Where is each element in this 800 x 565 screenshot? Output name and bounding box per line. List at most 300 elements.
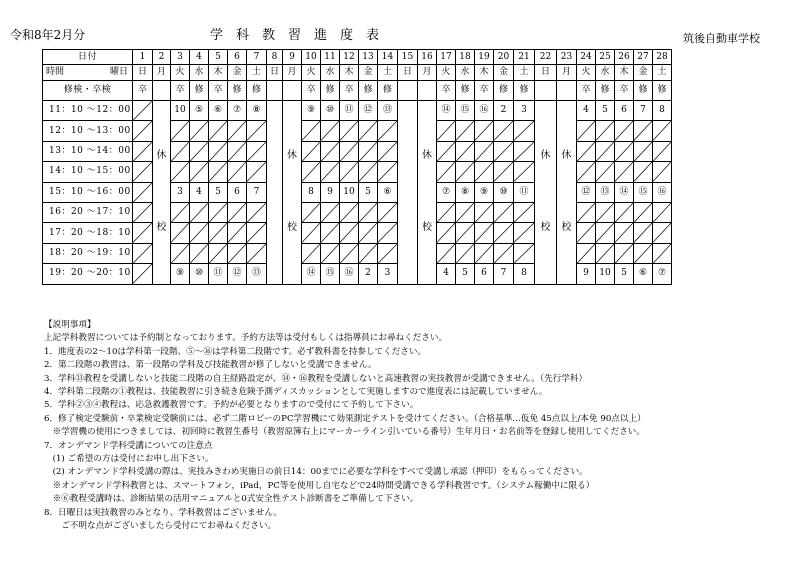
- time-row: [43, 243, 672, 263]
- schedule-cell: [171, 243, 190, 263]
- schedule-cell: [247, 264, 267, 284]
- exam-type-cell: [398, 81, 418, 101]
- time-row: [43, 141, 672, 161]
- slash-mark: [247, 142, 266, 161]
- time-label: 17：20 ～18：10: [43, 223, 133, 243]
- lesson-number: 7: [640, 105, 646, 116]
- lesson-number: ⑨: [306, 105, 316, 116]
- schedule-cell: [475, 223, 494, 243]
- note-line: 3．学科⑬教程を受講しないと技能二段階の自主経路設定が、⑭・⑯教程を受講しないと高速教習の実技教習が受講できません。（先行学科）: [44, 373, 588, 384]
- schedule-cell: [596, 101, 615, 121]
- schedule-cell: [247, 182, 267, 202]
- exam-type-cell: [153, 81, 171, 101]
- day-number: 15: [398, 50, 418, 65]
- schedule-cell: [228, 182, 247, 202]
- slash-mark: [321, 162, 339, 181]
- day-number: 24: [577, 50, 596, 65]
- note-line: 1．進度表の2～10は学科第一段階、⑤～⑯は学科第二段階です。必ず教科書を持参してください。: [44, 346, 427, 357]
- day-number: 10: [302, 50, 321, 65]
- day-number: 6: [228, 50, 247, 65]
- schedule-cell: [171, 223, 190, 243]
- day-number: 25: [596, 50, 615, 65]
- lesson-number: 4: [196, 186, 202, 197]
- schedule-cell: [634, 223, 653, 243]
- schedule-cell: [321, 162, 340, 182]
- holiday-column: [267, 101, 283, 285]
- slash-mark: [577, 244, 595, 263]
- schedule-cell: [302, 264, 321, 284]
- slash-mark: [596, 244, 614, 263]
- lesson-number: ⑪: [344, 105, 354, 116]
- slash-mark: [190, 244, 208, 263]
- day-weekday: 水: [596, 65, 615, 81]
- day-number: 14: [378, 50, 398, 65]
- schedule-cell: [247, 243, 267, 263]
- schedule-cell: [615, 121, 634, 141]
- lesson-number: ⑫: [581, 186, 591, 197]
- holiday-mark-bottom: 校: [156, 222, 167, 233]
- lesson-number: ⑯: [344, 268, 354, 279]
- slash-mark: [634, 162, 652, 181]
- exam-type-cell: [418, 81, 437, 101]
- schedule-cell: [615, 101, 634, 121]
- slash-mark: [133, 142, 152, 161]
- schedule-cell: [378, 223, 398, 243]
- lesson-number: ⑨: [479, 186, 489, 197]
- schedule-cell: [340, 223, 359, 243]
- label-time-weekday: [43, 65, 133, 81]
- lesson-number: ⑦: [657, 268, 667, 279]
- schedule-cell: [378, 182, 398, 202]
- exam-type-cell: 卒: [340, 81, 359, 101]
- slash-mark: [494, 203, 513, 222]
- lesson-number: ⑥: [213, 105, 223, 116]
- schedule-cell: [228, 101, 247, 121]
- slash-mark: [340, 244, 358, 263]
- schedule-cell: [378, 141, 398, 161]
- schedule-cell: [634, 101, 653, 121]
- slash-mark: [228, 223, 246, 242]
- slash-mark: [133, 121, 152, 140]
- schedule-cell: [456, 264, 475, 284]
- label-weekday: 曜日: [109, 67, 128, 77]
- slash-mark: [596, 203, 614, 222]
- label-time: 時間: [46, 67, 65, 77]
- day-weekday: 木: [615, 65, 634, 81]
- exam-type-cell: 修: [494, 81, 514, 101]
- slash-mark: [359, 142, 377, 161]
- schedule-cell: [302, 202, 321, 222]
- slash-mark: [359, 121, 377, 140]
- slash-mark: [596, 121, 614, 140]
- slash-mark: [340, 162, 358, 181]
- slash-mark: [475, 142, 493, 161]
- lesson-number: 6: [234, 186, 240, 197]
- schedule-cell: [247, 162, 267, 182]
- day-number: 18: [456, 50, 475, 65]
- schedule-cell: [653, 162, 672, 182]
- schedule-cell: [171, 264, 190, 284]
- slash-mark: [653, 162, 671, 181]
- schedule-cell: [209, 101, 228, 121]
- slash-mark: [209, 223, 227, 242]
- slash-mark: [228, 162, 246, 181]
- lesson-number: 6: [481, 268, 487, 279]
- schedule-cell: [494, 182, 514, 202]
- schedule-cell: [359, 141, 378, 161]
- exam-type-cell: 修: [514, 81, 535, 101]
- schedule-cell: [514, 243, 535, 263]
- lesson-number: ⑬: [382, 105, 392, 116]
- slash-mark: [456, 162, 474, 181]
- schedule-cell: [577, 264, 596, 284]
- schedule-cell: [359, 243, 378, 263]
- time-label: 19：20 ～20：10: [43, 264, 133, 284]
- slash-mark: [456, 223, 474, 242]
- day-number: 17: [437, 50, 456, 65]
- slash-mark: [653, 203, 671, 222]
- schedule-cell: [378, 101, 398, 121]
- schedule-cell: [209, 121, 228, 141]
- schedule-cell: [615, 162, 634, 182]
- schedule-cell: [437, 264, 456, 284]
- schedule-cell: [437, 202, 456, 222]
- schedule-cell: [378, 264, 398, 284]
- slash-mark: [247, 121, 266, 140]
- slash-mark: [302, 142, 320, 161]
- header-date: 令和8年2月分: [10, 28, 86, 42]
- slash-mark: [302, 203, 320, 222]
- schedule-cell: [133, 243, 153, 263]
- date-row: [43, 50, 672, 65]
- lesson-number: 5: [215, 186, 221, 197]
- slash-mark: [494, 244, 513, 263]
- slash-mark: [228, 142, 246, 161]
- slash-mark: [190, 142, 208, 161]
- schedule-cell: [340, 121, 359, 141]
- schedule-cell: [209, 141, 228, 161]
- slash-mark: [302, 244, 320, 263]
- slash-mark: [302, 121, 320, 140]
- lesson-number: 5: [365, 186, 371, 197]
- lesson-number: 3: [521, 105, 527, 116]
- lesson-number: 6: [621, 105, 627, 116]
- schedule-cell: [340, 264, 359, 284]
- slash-mark: [171, 223, 189, 242]
- slash-mark: [302, 162, 320, 181]
- slash-mark: [615, 223, 633, 242]
- schedule-cell: [514, 162, 535, 182]
- day-weekday: 土: [247, 65, 267, 81]
- day-weekday: 金: [634, 65, 653, 81]
- weekday-row: [43, 65, 672, 81]
- schedule-cell: [171, 162, 190, 182]
- lesson-number: ⑥: [638, 268, 648, 279]
- slash-mark: [247, 244, 266, 263]
- schedule-cell: [615, 223, 634, 243]
- slash-mark: [615, 142, 633, 161]
- exam-type-cell: 修: [321, 81, 340, 101]
- note-line: 6．修了検定受験前・卒業検定受験前には、必ず二階ロビーのPC学習機にて効果測定テストを受けてください。（合格基準…仮免 45点以上/本免 90点以上）: [44, 413, 646, 424]
- schedule-cell: [615, 141, 634, 161]
- schedule-cell: [302, 223, 321, 243]
- exam-type-cell: 卒: [209, 81, 228, 101]
- schedule-cell: [653, 101, 672, 121]
- slash-mark: [634, 121, 652, 140]
- schedule-cell: [133, 264, 153, 284]
- slash-mark: [359, 203, 377, 222]
- slash-mark: [577, 121, 595, 140]
- day-number: 26: [615, 50, 634, 65]
- slash-mark: [475, 121, 493, 140]
- slash-mark: [190, 203, 208, 222]
- schedule-cell: [475, 243, 494, 263]
- slash-mark: [596, 142, 614, 161]
- time-label: 15：10 ～16：00: [43, 182, 133, 202]
- schedule-cell: [475, 141, 494, 161]
- slash-mark: [494, 162, 513, 181]
- slash-mark: [190, 162, 208, 181]
- note-line: 5．学科②③④教程は、応急救護教習です。予約が必要となりますので受付にて予約して下さい。: [44, 400, 419, 411]
- schedule-cell: [247, 101, 267, 121]
- lesson-number: ⑪: [213, 268, 223, 279]
- day-weekday: 水: [190, 65, 209, 81]
- schedule-cell: [514, 182, 535, 202]
- slash-mark: [133, 203, 152, 222]
- slash-mark: [577, 162, 595, 181]
- schedule-cell: [359, 121, 378, 141]
- schedule-cell: [359, 162, 378, 182]
- schedule-cell: [340, 141, 359, 161]
- day-number: 23: [557, 50, 577, 65]
- schedule-cell: [437, 223, 456, 243]
- slash-mark: [514, 142, 534, 161]
- lesson-number: 5: [621, 268, 627, 279]
- slash-mark: [190, 223, 208, 242]
- exam-type-cell: [557, 81, 577, 101]
- schedule-cell: [302, 141, 321, 161]
- slash-mark: [171, 162, 189, 181]
- day-weekday: 月: [557, 65, 577, 81]
- schedule-cell: [378, 243, 398, 263]
- lesson-number: 8: [521, 268, 527, 279]
- schedule-cell: [596, 223, 615, 243]
- schedule-cell: [321, 101, 340, 121]
- schedule-cell: [634, 182, 653, 202]
- schedule-cell: [359, 264, 378, 284]
- lesson-number: ⑩: [194, 268, 204, 279]
- slash-mark: [171, 203, 189, 222]
- day-number: 21: [514, 50, 535, 65]
- holiday-mark-top: 休: [561, 150, 572, 161]
- schedule-cell: [340, 182, 359, 202]
- schedule-cell: [302, 243, 321, 263]
- time-label: 18：20 ～19：10: [43, 243, 133, 263]
- note-line: ※オンデマンド学科教習とは、スマートフォン，iPad，PC等を使用し自宅などで24時間受講できる学科教習です。（システム稼働中に限る）: [44, 480, 595, 491]
- exam-type-cell: 修: [653, 81, 672, 101]
- schedule-cell: [653, 121, 672, 141]
- schedule-cell: [228, 141, 247, 161]
- schedule-cell: [634, 243, 653, 263]
- slash-mark: [133, 183, 152, 202]
- day-weekday: 木: [209, 65, 228, 81]
- holiday-mark-top: 休: [540, 150, 551, 161]
- slash-mark: [475, 203, 493, 222]
- slash-mark: [321, 223, 339, 242]
- slash-mark: [634, 223, 652, 242]
- lesson-number: 9: [583, 268, 589, 279]
- holiday-mark-top: 休: [287, 150, 297, 161]
- slash-mark: [475, 223, 493, 242]
- schedule-cell: [209, 223, 228, 243]
- slash-mark: [321, 203, 339, 222]
- schedule-cell: [247, 141, 267, 161]
- note-line: ※⑥教程受講時は、診断結果の活用マニュアルと0式安全性テスト診断書をご準備して下さい。: [44, 494, 419, 505]
- label-date: 日付: [43, 50, 133, 65]
- exam-type-cell: 修: [247, 81, 267, 101]
- slash-mark: [514, 223, 534, 242]
- slash-mark: [514, 162, 534, 181]
- slash-mark: [359, 244, 377, 263]
- time-label: 11：10 ～12：00: [43, 101, 133, 121]
- schedule-cell: [615, 243, 634, 263]
- schedule-cell: [437, 243, 456, 263]
- slash-mark: [228, 121, 246, 140]
- exam-type-cell: 卒: [475, 81, 494, 101]
- schedule-cell: [456, 101, 475, 121]
- lesson-number: ⑦: [441, 186, 451, 197]
- slash-mark: [577, 203, 595, 222]
- schedule-cell: [494, 223, 514, 243]
- day-number: 22: [535, 50, 557, 65]
- schedule-cell: [653, 141, 672, 161]
- lesson-number: 4: [583, 105, 589, 116]
- day-weekday: 日: [398, 65, 418, 81]
- schedule-cell: [475, 101, 494, 121]
- schedule-cell: [190, 182, 209, 202]
- schedule-cell: [302, 182, 321, 202]
- schedule-cell: [133, 202, 153, 222]
- schedule-cell: [302, 101, 321, 121]
- schedule-cell: [209, 162, 228, 182]
- schedule-cell: [596, 162, 615, 182]
- schedule-cell: [456, 182, 475, 202]
- schedule-cell: [596, 264, 615, 284]
- day-weekday: 月: [153, 65, 171, 81]
- holiday-mark-bottom: 校: [540, 222, 551, 233]
- lesson-number: 10: [343, 186, 355, 197]
- schedule-cell: [577, 223, 596, 243]
- schedule-cell: [653, 223, 672, 243]
- slash-mark: [596, 162, 614, 181]
- day-weekday: 火: [437, 65, 456, 81]
- schedule-cell: [634, 121, 653, 141]
- slash-mark: [378, 244, 397, 263]
- day-weekday: 火: [577, 65, 596, 81]
- slash-mark: [340, 223, 358, 242]
- time-label: 13：10 ～14：00: [43, 141, 133, 161]
- schedule-cell: [133, 121, 153, 141]
- schedule-cell: [359, 182, 378, 202]
- day-number: 2: [153, 50, 171, 65]
- schedule-cell: [494, 264, 514, 284]
- exam-type-cell: 修: [596, 81, 615, 101]
- note-line: ※学習機の使用につきましては、初回時に教習生番号（教習原簿右上にマーカーライン引いている番号）生年月日・お名前等を登録し使用してください。: [44, 427, 645, 438]
- schedule-cell: [190, 223, 209, 243]
- lesson-number: 7: [253, 186, 260, 197]
- lesson-number: 4: [443, 268, 449, 279]
- time-row: [43, 101, 672, 121]
- slash-mark: [321, 244, 339, 263]
- holiday-column: [418, 101, 437, 285]
- lesson-number: 8: [308, 186, 314, 197]
- day-number: 8: [267, 50, 283, 65]
- slash-mark: [456, 203, 474, 222]
- lesson-number: ⑭: [441, 105, 451, 116]
- schedule-cell: [228, 202, 247, 222]
- day-weekday: 木: [340, 65, 359, 81]
- slash-mark: [514, 121, 534, 140]
- schedule-cell: [190, 243, 209, 263]
- schedule-cell: [321, 264, 340, 284]
- exam-type-cell: [267, 81, 283, 101]
- slash-mark: [475, 244, 493, 263]
- slash-mark: [634, 203, 652, 222]
- exam-type-cell: [535, 81, 557, 101]
- schedule-grid: [42, 49, 672, 285]
- schedule-cell: [437, 121, 456, 141]
- slash-mark: [514, 203, 534, 222]
- note-line: ご不明な点がございましたら受付にてお尋ねください。: [44, 521, 277, 532]
- day-number: 28: [653, 50, 672, 65]
- schedule-cell: [133, 141, 153, 161]
- schedule-cell: [514, 101, 535, 121]
- day-number: 19: [475, 50, 494, 65]
- exam-type-cell: 卒: [577, 81, 596, 101]
- schedule-cell: [634, 202, 653, 222]
- holiday-mark-bottom: 校: [422, 222, 432, 233]
- holiday-mark-top: 休: [422, 150, 432, 161]
- lesson-number: 10: [599, 268, 611, 279]
- slash-mark: [456, 244, 474, 263]
- schedule-cell: [340, 101, 359, 121]
- schedule-cell: [228, 264, 247, 284]
- day-number: 11: [321, 50, 340, 65]
- slash-mark: [133, 264, 152, 283]
- schedule-table: [42, 49, 672, 285]
- schedule-cell: [653, 202, 672, 222]
- lesson-number: ⑬: [600, 186, 610, 197]
- slash-mark: [321, 142, 339, 161]
- day-number: 3: [171, 50, 190, 65]
- slash-mark: [437, 244, 455, 263]
- schedule-cell: [475, 264, 494, 284]
- lesson-number: ⑬: [251, 268, 261, 279]
- schedule-cell: [475, 202, 494, 222]
- day-weekday: 木: [475, 65, 494, 81]
- slash-mark: [247, 203, 266, 222]
- schedule-cell: [171, 141, 190, 161]
- slash-mark: [577, 223, 595, 242]
- schedule-cell: [456, 223, 475, 243]
- lesson-number: ⑪: [519, 186, 529, 197]
- schedule-cell: [634, 141, 653, 161]
- time-row: [43, 264, 672, 284]
- slash-mark: [340, 121, 358, 140]
- schedule-cell: [653, 182, 672, 202]
- schedule-cell: [577, 182, 596, 202]
- slash-mark: [653, 244, 671, 263]
